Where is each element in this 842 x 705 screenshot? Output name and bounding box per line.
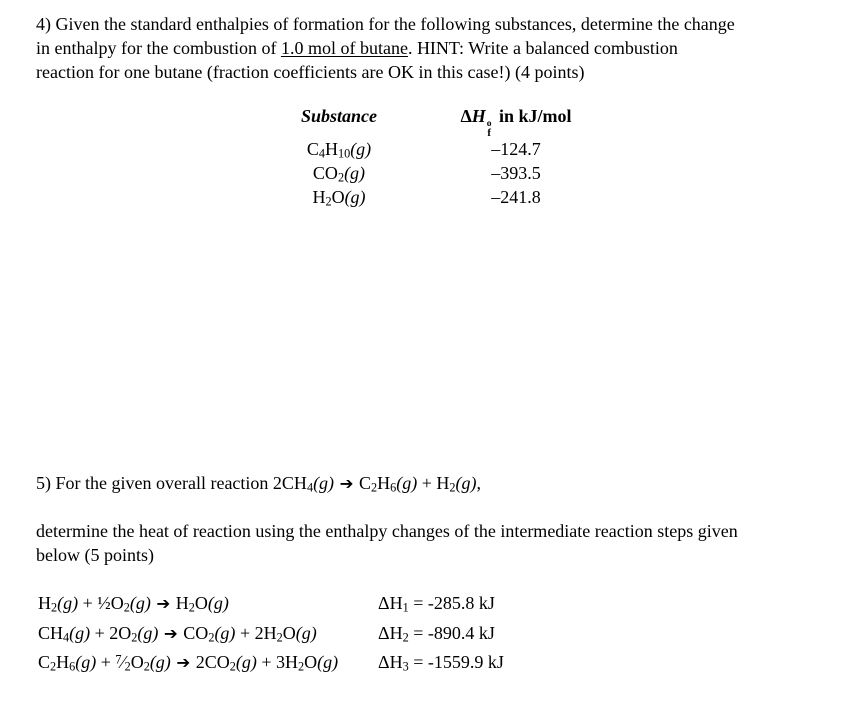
enthalpy-table	[260, 104, 614, 209]
question-5-body: determine the heat of reaction using the enthalpy changes of the intermediate reaction steps given below (5 points)	[36, 521, 738, 565]
reaction-step	[38, 619, 504, 649]
enthalpy-table-header-row	[260, 104, 614, 137]
question-4-text: 4) Given the standard enthalpies of formation for the following substances, determine the change in enthalpy for the combustion of 1.0 mol of butane. HINT: Write a balanced combustion reaction for one butane (fraction coefficients are OK in this case!) (4 points)	[36, 14, 735, 82]
value-cell: –393.5	[491, 163, 541, 184]
reaction-enthalpy: $\Delta H_2 = -890.4$ kJ	[378, 622, 495, 645]
reaction-equation: $CH_4(g) + 2O_2(g)$ ➔ $CO_2(g) + 2H_2O(g)$	[38, 622, 317, 645]
value-cell: –241.8	[491, 187, 541, 208]
reaction-enthalpy: $\Delta H_3 = -1559.9$ kJ	[378, 652, 504, 674]
table-row	[260, 161, 614, 185]
reaction-enthalpy: $\Delta H_1 = -285.8$ kJ	[378, 593, 495, 615]
question-5-text: 5) For the given overall reaction $2CH_4(g)$ ➔ $C_2H_6(g) + H_2(g)$,	[36, 473, 481, 495]
enthalpy-table-header-substance: Substance	[300, 106, 378, 126]
table-row	[260, 185, 614, 209]
reaction-equation: $H_2(g)$ + $\frac{1}{2}O_2(g)$ ➔ $H_2O(g)$	[38, 593, 229, 615]
table-row	[260, 137, 614, 161]
reaction-equation: $C_2H_6(g)$ + $^7⁄_2O_2(g)$ ➔ $2CO_2(g) + 3H_2O(g)$	[38, 652, 339, 674]
substance-cell: $H_2O(g)$	[312, 187, 366, 209]
enthalpy-table-header-dhf: ΔH o f in kJ/mol	[460, 106, 572, 139]
reaction-step	[38, 648, 504, 678]
reaction-steps	[38, 589, 504, 678]
substance-cell: $C_4H_{10}(g)$	[306, 139, 372, 161]
reaction-step	[38, 589, 504, 619]
substance-cell: $CO_2(g)$	[312, 163, 366, 185]
value-cell: –124.7	[491, 139, 541, 160]
